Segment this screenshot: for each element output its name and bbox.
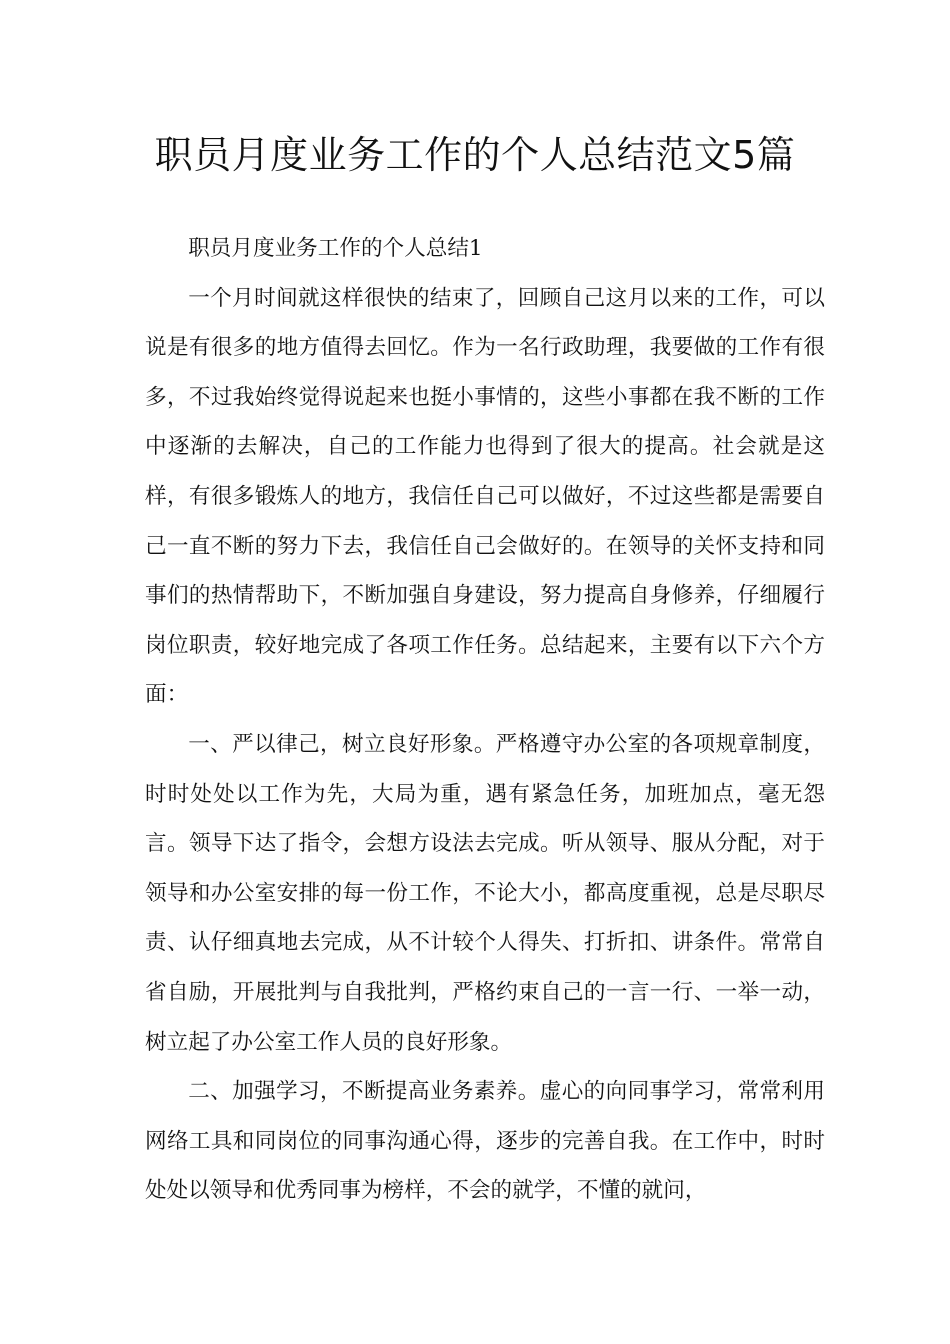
- body-paragraph-point-two: 二、加强学习，不断提高业务素养。虚心的向同事学习，常常利用网络工具和同岗位的同事沟通心得，逐步的完善自我。在工作中，时时处处以领导和优秀同事为榜样，不会的就学，不懂的就问，: [145, 1079, 825, 1204]
- body-paragraph-intro: 一个月时间就这样很快的结束了，回顾自己这月以来的工作，可以说是有很多的地方值得去回忆。作为一名行政助理，我要做的工作有很多，不过我始终觉得说起来也挺小事情的，这些小事都在我不断的工作中逐渐的去解决，自己的工作能力也得到了很大的提高。社会就是这样，有很多锻炼人的地方，我信任自己可以做好，不过这些都是需要自己一直不断的努力下去，我信任自己会做好的。在领导的关怀支持和同事们的热情帮助下，不断加强自身建设，努力提高自身修养，仔细履行岗位职责，较好地完成了各项工作任务。总结起来，主要有以下六个方面：: [145, 285, 825, 708]
- section-heading: 职员月度业务工作的个人总结1: [188, 236, 483, 261]
- document-body: [145, 224, 825, 1216]
- document-title: 职员月度业务工作的个人总结范文5篇: [154, 133, 796, 177]
- body-paragraph-point-one: 一、严以律己，树立良好形象。严格遵守办公室的各项规章制度，时时处处以工作为先，大局为重，遇有紧急任务，加班加点，毫无怨言。领导下达了指令，会想方设法去完成。听从领导、服从分配，对于领导和办公室安排的每一份工作，不论大小，都高度重视，总是尽职尽责、认仔细真地去完成，从不计较个人得失、打折扣、讲条件。常常自省自励，开展批判与自我批判，严格约束自己的一言一行、一举一动，树立起了办公室工作人员的良好形象。: [145, 731, 825, 1055]
